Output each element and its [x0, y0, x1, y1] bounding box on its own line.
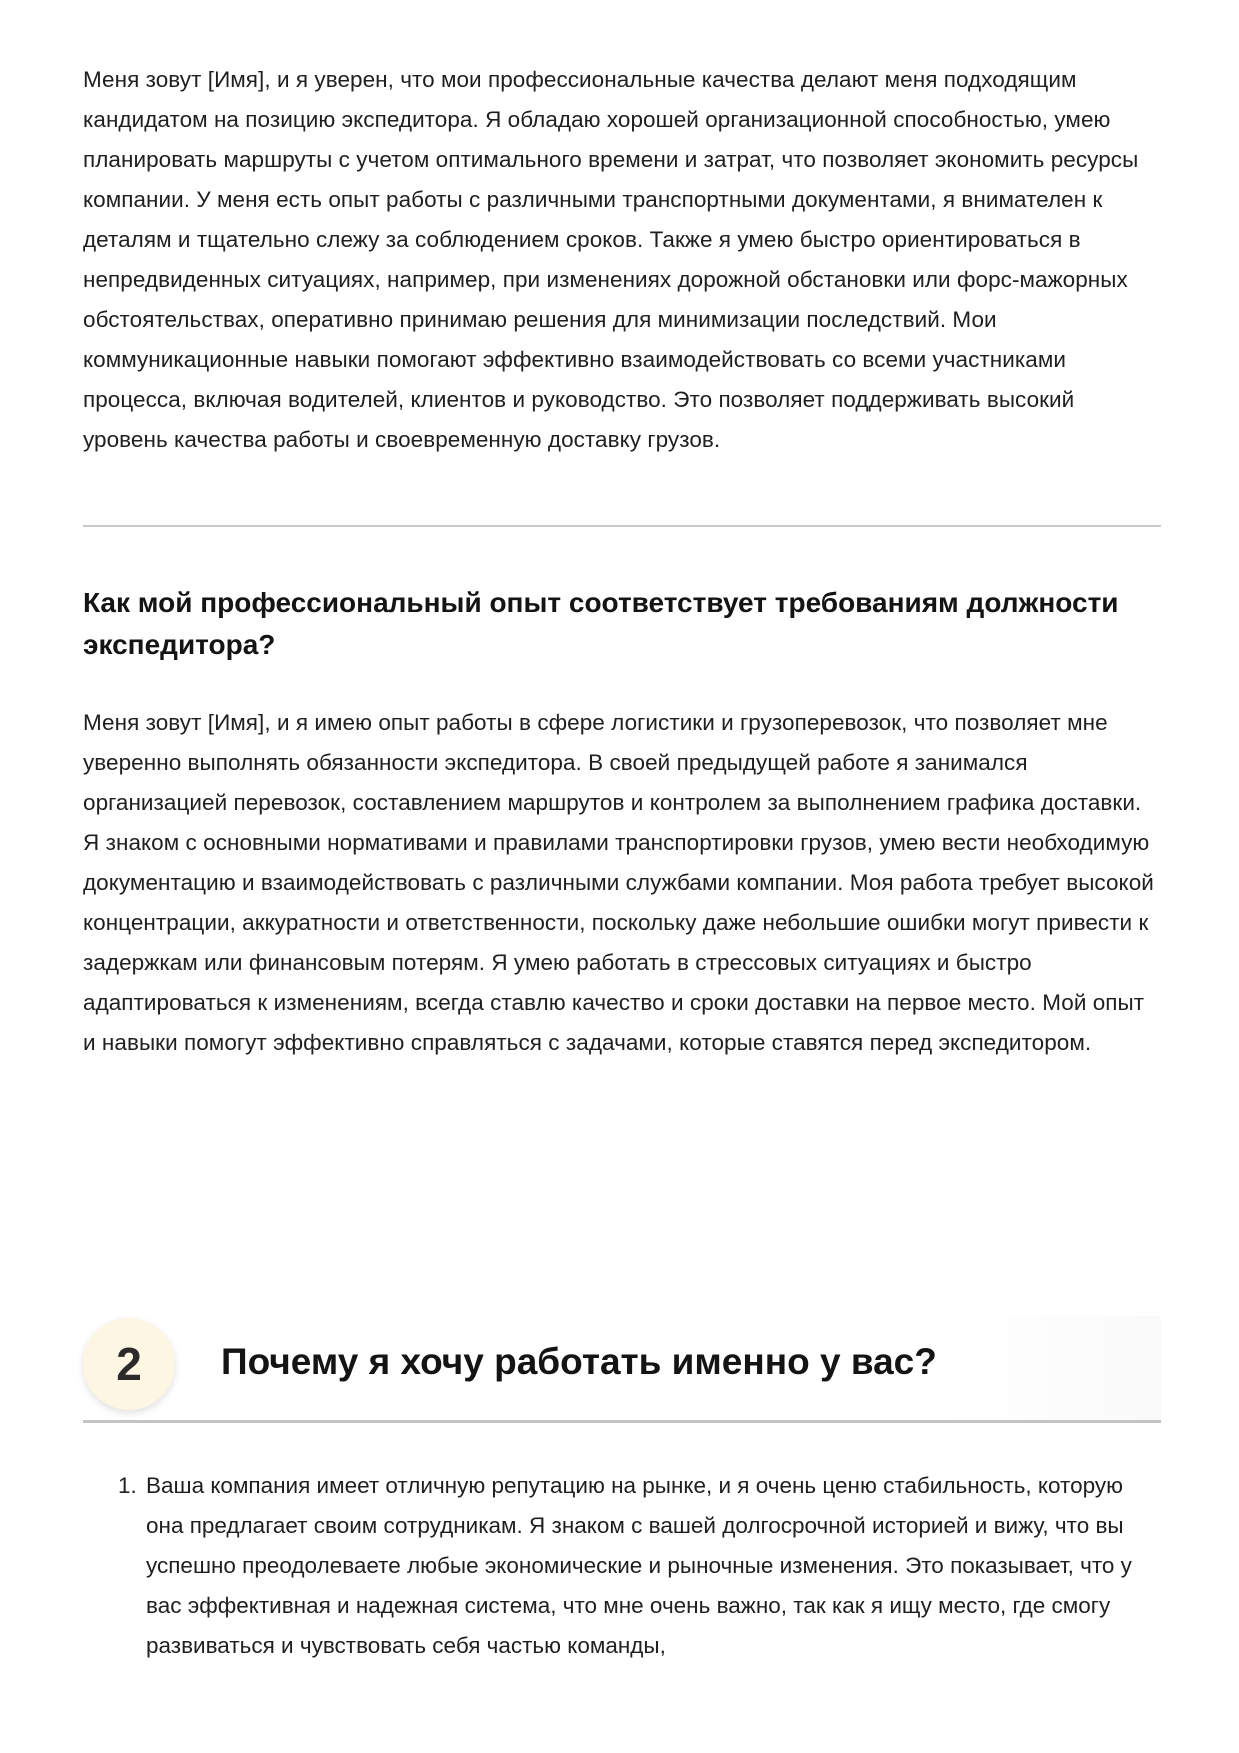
- intro-paragraph: Меня зовут [Имя], и я уверен, что мои профессиональные качества делают меня подходящим кандидатом на позицию экспедитора. Я обладаю хорошей организационной способностью, умею планировать маршруты с учетом оптимального времени и затрат, что позволяет экономить ресурсы компании. У меня есть опыт работы с различными транспортными документами, я внимателен к деталям и тщательно слежу за соблюдением сроков. Также я умею быстро ориентироваться в непредвиденных ситуациях, например, при изменениях дорожной обстановки или форс-мажорных обстоятельствах, оперативно принимаю решения для минимизации последствий. Мои коммуникационные навыки помогают эффективно взаимодействовать со всеми участниками процесса, включая водителей, клиентов и руководство. Это позволяет поддерживать высокий уровень качества работы и своевременную доставку грузов.: [83, 67, 1139, 452]
- section-header: [83, 1316, 1161, 1420]
- section-title: Почему я хочу работать именно у вас?: [221, 1341, 937, 1382]
- list-item-number: 1.: [118, 1473, 137, 1498]
- list-item-text: Ваша компания имеет отличную репутацию на рынке, и я очень ценю стабильность, которую она предлагает своим сотрудникам. Я знаком с вашей долгосрочной историей и вижу, что вы успешно преодолеваете любые экономические и рыночные изменения. Это показывает, что у вас эффективная и надежная система, что мне очень важно, так как я ищу место, где смогу развиваться и чувствовать себя частью команды,: [146, 1473, 1132, 1658]
- experience-paragraph: Меня зовут [Имя], и я имею опыт работы в сфере логистики и грузоперевозок, что позволяет мне уверенно выполнять обязанности экспедитора. В своей предыдущей работе я занимался организацией перевозок, составлением маршрутов и контролем за выполнением графика доставки. Я знаком с основными нормативами и правилами транспортировки грузов, умею вести необходимую документацию и взаимодействовать с различными службами компании. Моя работа требует высокой концентрации, аккуратности и ответственности, поскольку даже небольшие ошибки могут привести к задержкам или финансовым потерям. Я умею работать в стрессовых ситуациях и быстро адаптироваться к изменениям, всегда ставлю качество и сроки доставки на первое место. Мой опыт и навыки помогут эффективно справляться с задачами, которые ставятся перед экспедитором.: [83, 710, 1154, 1055]
- reasons-list: [83, 1466, 1161, 1666]
- section-divider: [83, 525, 1161, 527]
- section-number-badge: 2: [83, 1318, 175, 1410]
- list-item: [83, 1466, 1161, 1666]
- section-header-divider: [83, 1420, 1161, 1423]
- question-heading: Как мой профессиональный опыт соответствует требованиям должности экспедитора?: [83, 587, 1119, 660]
